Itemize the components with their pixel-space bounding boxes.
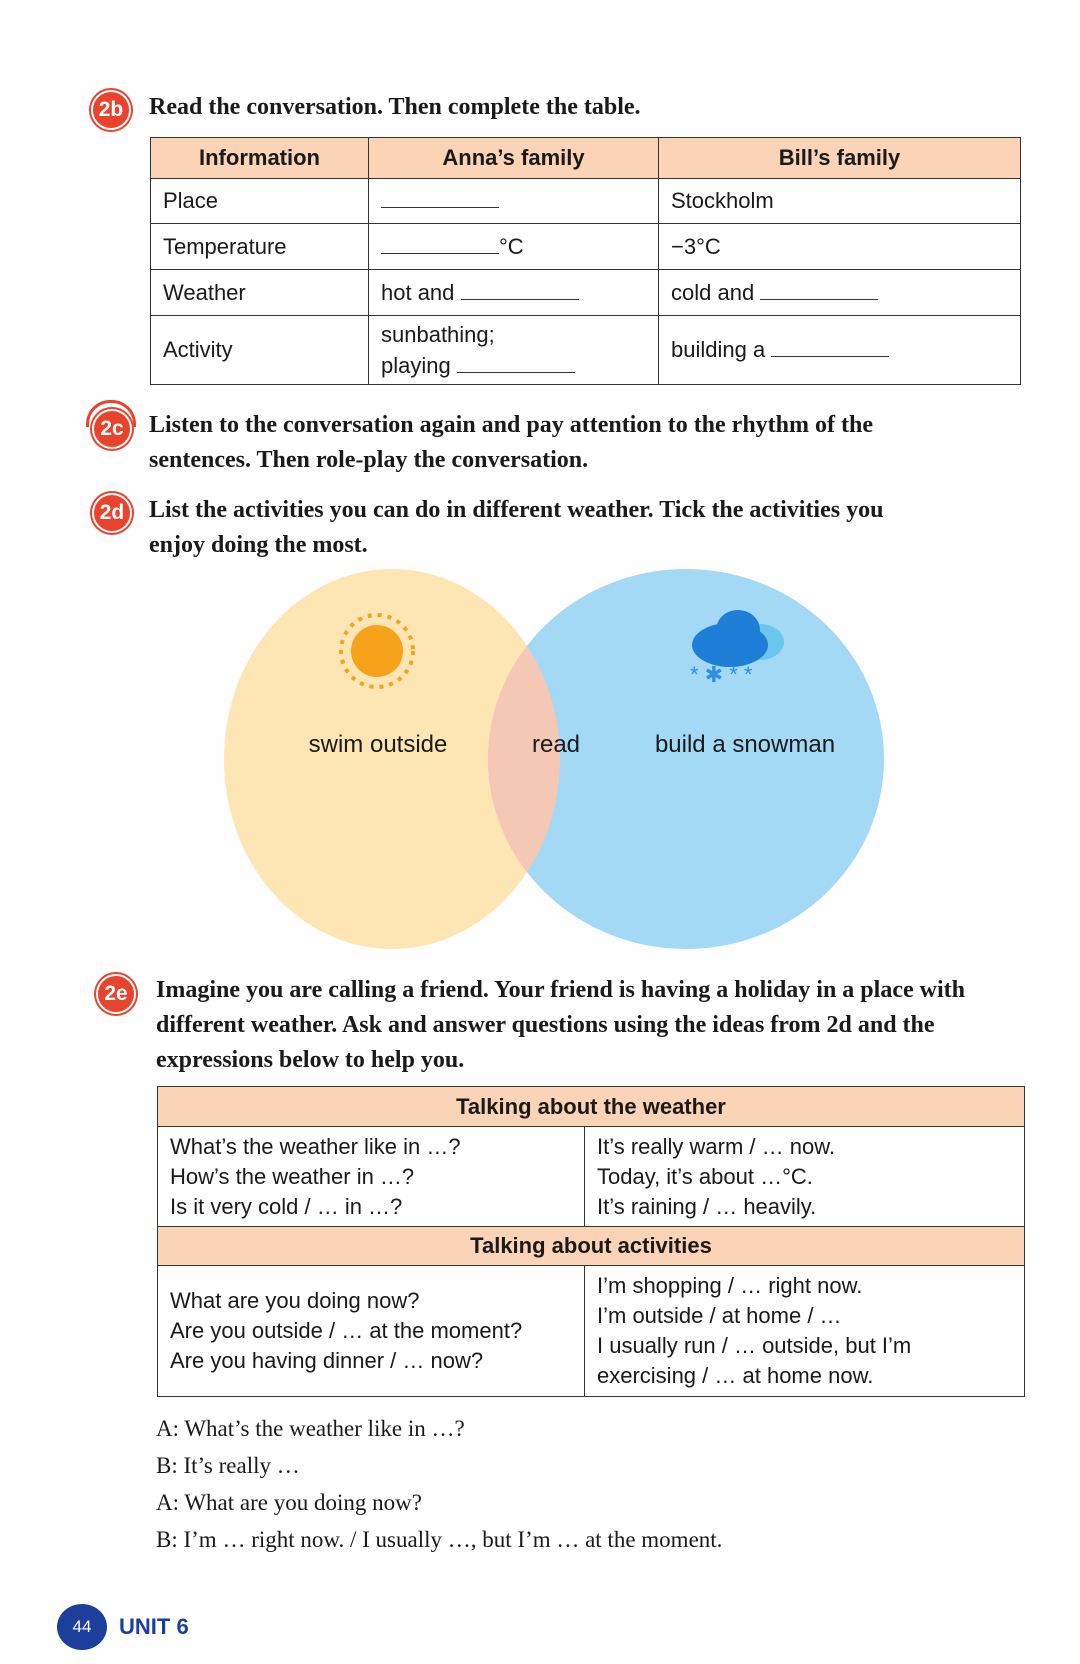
line-text: I’m … right now. / I usually …, but I’m … at the moment. bbox=[183, 1527, 723, 1552]
instruction-2c-line2: sentences. Then role-play the conversation. bbox=[149, 447, 589, 473]
weather-header: Talking about the weather bbox=[158, 1087, 1025, 1127]
svg-text:* ✱ * *: * ✱ * * bbox=[690, 662, 753, 687]
row-label: Place bbox=[151, 179, 369, 224]
expression: It’s raining / … heavily. bbox=[597, 1193, 817, 1219]
expression: I’m outside / at home / … bbox=[597, 1303, 842, 1328]
speaker: A: bbox=[156, 1416, 179, 1441]
line-text: It’s really … bbox=[183, 1453, 300, 1478]
instruction-2e-line1: Imagine you are calling a friend. Your friend is having a holiday in a place with bbox=[156, 977, 965, 1003]
line-text: What’s the weather like in …? bbox=[184, 1416, 465, 1441]
expression: I usually run / … outside, but I’m bbox=[597, 1333, 912, 1358]
dialogue-line bbox=[156, 1453, 300, 1479]
venn-label-sunny: swim outside bbox=[308, 731, 448, 758]
expressions-table bbox=[157, 1086, 1025, 1397]
instruction-2e-line3: expressions below to help you. bbox=[156, 1047, 465, 1073]
dialogue-line bbox=[156, 1490, 422, 1516]
speaker: B: bbox=[156, 1527, 178, 1552]
expression: Is it very cold / … in …? bbox=[170, 1193, 403, 1219]
instruction-2e-line2: different weather. Ask and answer questions using the ideas from 2d and the bbox=[156, 1012, 935, 1038]
header-anna: Anna’s family bbox=[369, 138, 659, 179]
expression: Today, it’s about …°C. bbox=[597, 1163, 813, 1189]
bill-value: −3°C bbox=[659, 224, 1021, 270]
row-label: Weather bbox=[151, 270, 369, 316]
bill-text: building a bbox=[671, 337, 766, 362]
venn-label-snowy: build a snowman bbox=[654, 731, 836, 758]
expression: How’s the weather in …? bbox=[170, 1163, 415, 1189]
dialogue-line bbox=[156, 1416, 465, 1442]
line-text: What are you doing now? bbox=[184, 1490, 422, 1515]
expression: It’s really warm / … now. bbox=[597, 1133, 835, 1159]
weather-answers bbox=[585, 1127, 1025, 1227]
expression: Are you outside / … at the moment? bbox=[170, 1318, 523, 1343]
anna-text: sunbathing; bbox=[381, 322, 495, 347]
exercise-badge-2d: 2d bbox=[92, 493, 132, 533]
page-number: 44 bbox=[57, 1604, 107, 1650]
instruction-2d-line2: enjoy doing the most. bbox=[149, 532, 368, 558]
instruction-2d-line1: List the activities you can do in different weather. Tick the activities you bbox=[149, 497, 884, 523]
venn-label-both: read bbox=[531, 731, 581, 758]
instruction-2b: Read the conversation. Then complete the table. bbox=[149, 94, 641, 120]
header-bill: Bill’s family bbox=[659, 138, 1021, 179]
bill-text: cold and bbox=[671, 279, 755, 305]
expression: Are you having dinner / … now? bbox=[170, 1348, 484, 1373]
exercise-badge-2b: 2b bbox=[91, 90, 131, 130]
expression: I’m shopping / … right now. bbox=[597, 1273, 863, 1298]
anna-text: hot and bbox=[381, 279, 455, 305]
bill-value: Stockholm bbox=[659, 179, 1021, 224]
row-label: Temperature bbox=[151, 224, 369, 270]
exercise-badge-2c: 2c bbox=[92, 409, 132, 449]
dialogue-line bbox=[156, 1527, 722, 1553]
speaker: A: bbox=[156, 1490, 179, 1515]
weather-questions bbox=[158, 1127, 585, 1227]
expression: What are you doing now? bbox=[170, 1288, 420, 1313]
activities-header: Talking about activities bbox=[158, 1227, 1025, 1266]
instruction-2c-line1: Listen to the conversation again and pay attention to the rhythm of the bbox=[149, 412, 873, 438]
unit-celsius: °C bbox=[499, 233, 524, 259]
exercise-badge-2e: 2e bbox=[96, 974, 136, 1014]
expression: exercising / … at home now. bbox=[597, 1363, 874, 1388]
row-label: Activity bbox=[151, 316, 369, 385]
unit-label: UNIT 6 bbox=[119, 1614, 189, 1639]
anna-text: playing bbox=[381, 353, 451, 378]
expression: What’s the weather like in …? bbox=[170, 1133, 461, 1159]
activities-answers bbox=[585, 1266, 1025, 1397]
header-information: Information bbox=[151, 138, 369, 179]
speaker: B: bbox=[156, 1453, 178, 1478]
activities-questions bbox=[158, 1266, 585, 1397]
